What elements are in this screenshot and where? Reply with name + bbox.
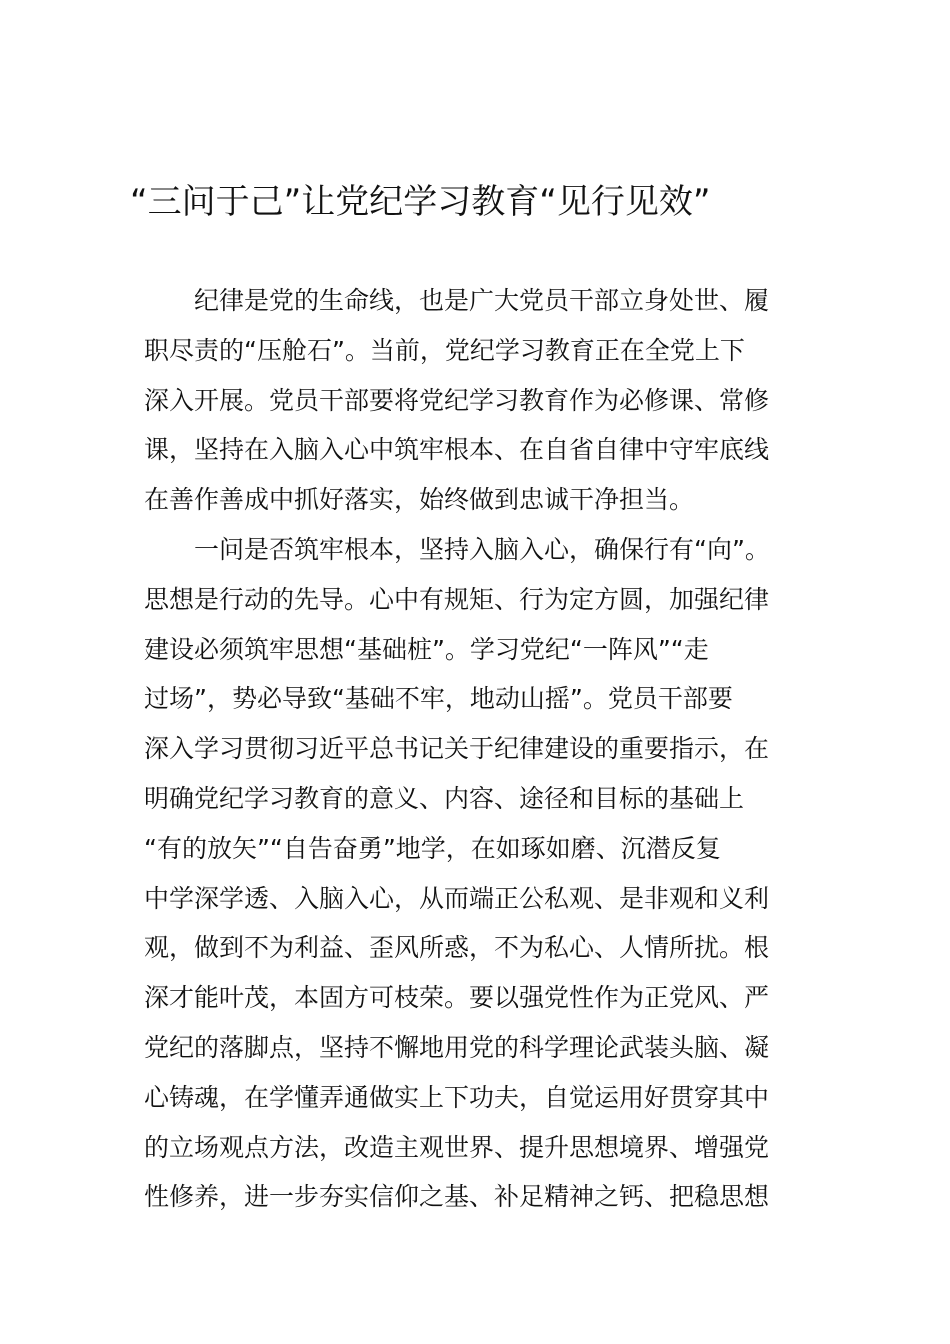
text-line: 课，坚持在入脑入心中筑牢根本、在自省自律中守牢底线 bbox=[144, 435, 770, 465]
text-line: 纪律是党的生命线，也是广大党员干部立身处世、履 bbox=[194, 286, 770, 315]
text-line: 性修养，进一步夯实信仰之基、补足精神之钙、把稳思想 bbox=[144, 1182, 770, 1212]
text-line: 心铸魂，在学懂弄通做实上下功夫，自觉运用好贯穿其中 bbox=[144, 1082, 770, 1112]
text-line: 过场”，势必导致“基础不牢，地动山摇”。党员干部要 bbox=[144, 684, 733, 714]
text-line: 观，做到不为利益、歪风所惑，不为私心、人情所扰。根 bbox=[144, 933, 770, 963]
text-line: 建设必须筑牢思想“基础桩”。学习党纪“一阵风”“走 bbox=[144, 634, 709, 664]
text-line: 思想是行动的先导。心中有规矩、行为定方圆，加强纪律 bbox=[144, 584, 770, 614]
text-line: 深入学习贯彻习近平总书记关于纪律建设的重要指示，在 bbox=[144, 734, 770, 764]
text-line: “有的放矢”“自告奋勇”地学，在如琢如磨、沉潜反复 bbox=[144, 833, 721, 863]
text-line: 深入开展。党员干部要将党纪学习教育作为必修课、常修 bbox=[144, 385, 770, 415]
text-line: 明确党纪学习教育的意义、内容、途径和目标的基础上 bbox=[144, 783, 745, 813]
document-body bbox=[144, 276, 816, 1222]
text-line: 职尽责的“压舱石”。当前，党纪学习教育正在全党上下 bbox=[144, 335, 745, 365]
document-title: “三问于己”让党纪学习教育“见行见效” bbox=[130, 182, 711, 222]
text-line: 党纪的落脚点，坚持不懈地用党的科学理论武装头脑、凝 bbox=[144, 1032, 770, 1062]
text-line: 在善作善成中抓好落实，始终做到忠诚干净担当。 bbox=[144, 485, 695, 515]
text-line: 的立场观点方法，改造主观世界、提升思想境界、增强党 bbox=[144, 1132, 770, 1162]
text-line: 深才能叶茂，本固方可枝荣。要以强党性作为正党风、严 bbox=[144, 983, 770, 1013]
text-line: 中学深学透、入脑入心，从而端正公私观、是非观和义利 bbox=[144, 883, 770, 913]
text-line: 一问是否筑牢根本，坚持入脑入心，确保行有“向”。 bbox=[194, 534, 770, 564]
